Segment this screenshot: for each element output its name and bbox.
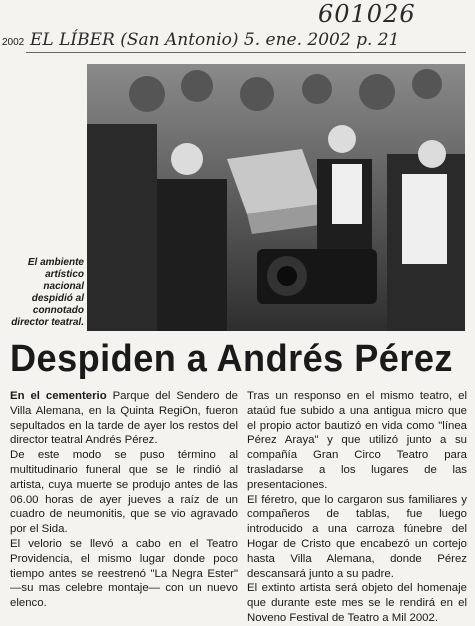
source-underline	[26, 52, 466, 53]
funeral-photo	[87, 64, 465, 331]
article-column-left	[10, 389, 238, 611]
article-column-right	[247, 389, 467, 626]
handwritten-reference-number: 601026	[318, 0, 416, 28]
paragraph: El féretro, que lo cargaron sus familiares y compañeros de tablas, fue luego introducido a una carroza fúnebre del Hogar de Cristo que encabezó un cortejo hasta Villa Alemana, donde Pérez descansará junto a su padre.	[247, 493, 467, 580]
paragraph: El extinto artista será objeto del homenaje que durante este mes se le rendirá en el Noveno Festival de Teatro a Mil 2002.	[247, 582, 467, 624]
paragraph	[10, 389, 238, 448]
headline: Despiden a Andrés Pérez	[10, 338, 453, 380]
year-prefix: 2002	[2, 37, 25, 48]
paragraph: Tras un responso en el mismo teatro, el ataúd fue subido a una antigua micro que el propio actor bautizó en vida como "línea Pérez Araya" y que utilizó junto a su compañía Gran Circo Teatro para trasladarse a los lugares de las presentaciones.	[247, 390, 467, 491]
photo-caption: El ambiente artístico nacional despidió al connotado director teatral.	[11, 257, 84, 328]
handwritten-source-line: EL LÍBER (San Antonio) 5. ene. 2002 p. 21	[30, 30, 400, 50]
paragraph: El velorio se llevó a cabo en el Teatro Providencia, el mismo lugar donde poco tiempo antes se reestrenó "La Negra Ester" —su mas celebre montaje— con un nuevo elenco.	[10, 537, 238, 610]
paragraph-text: Parque del Sendero de Villa Alemana, en la Quinta RegiOn, fueron sepultados en la tarde de ayer los restos del director teatral Andrés Pérez.	[10, 390, 238, 447]
paragraph: De este modo se puso término al multitudinario funeral que se le rindió al artista, cuya muerte se produjo antes de las 06.00 horas de ayer jueves a raíz de un cuadro de neumonitis, que se vio agravado por el Sida.	[10, 449, 238, 536]
funeral-crowd-photo-icon	[87, 64, 465, 331]
lead-phrase: En el cementerio	[10, 390, 107, 402]
